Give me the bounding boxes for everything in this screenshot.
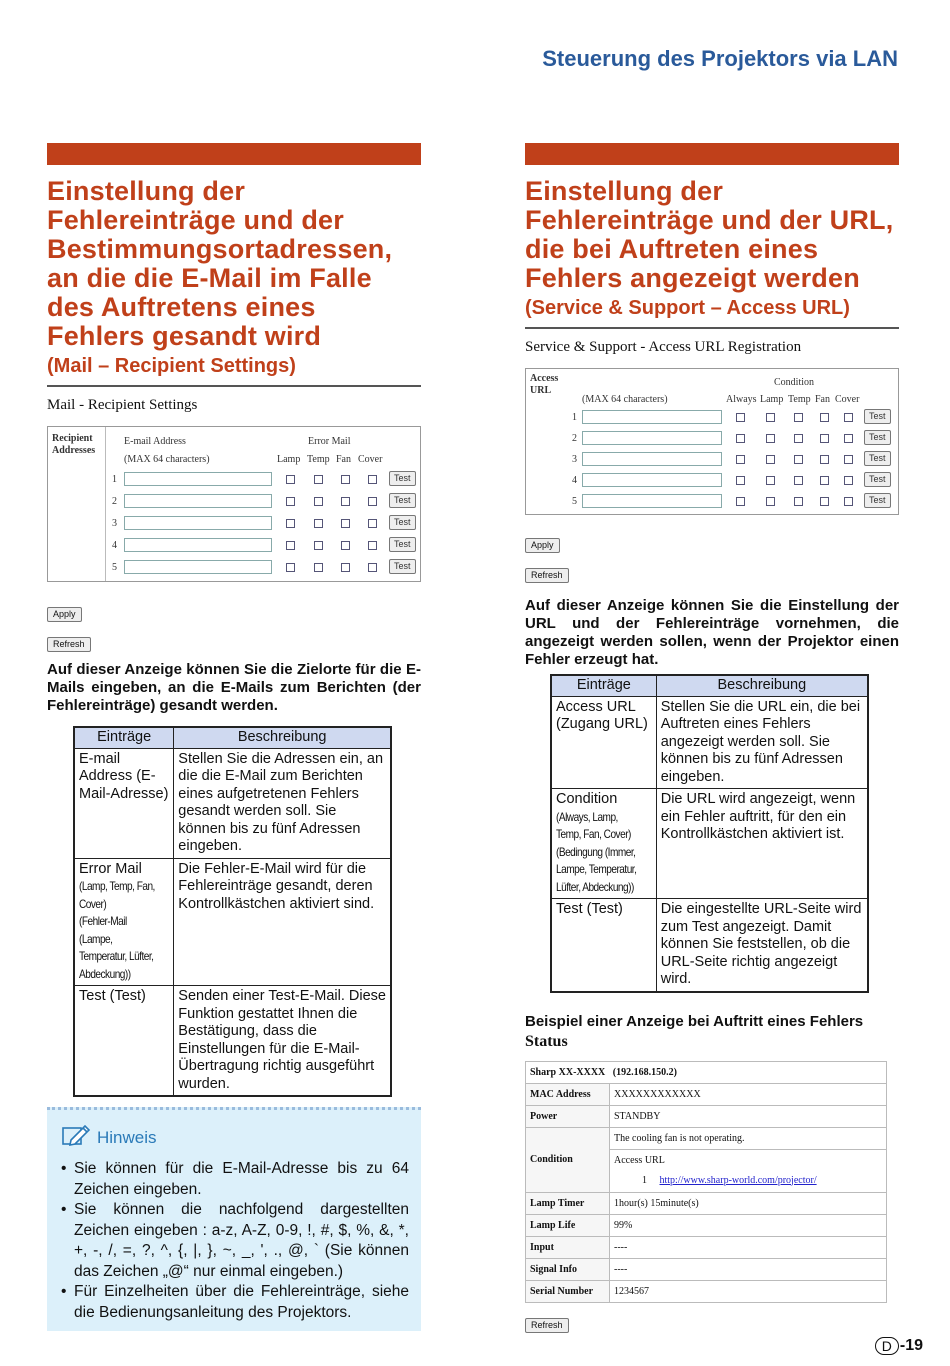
col-temp: Temp bbox=[307, 454, 330, 465]
test-button[interactable]: Test bbox=[389, 559, 416, 574]
refresh-button[interactable]: Refresh bbox=[525, 568, 569, 583]
example-heading: Beispiel einer Anzeige bei Auftritt eines Fehlers bbox=[525, 1012, 864, 1030]
col-condition-header: Condition bbox=[774, 377, 815, 388]
always-checkbox[interactable] bbox=[736, 497, 745, 506]
hint-item: • Sie können die nachfolgend dargestellten Zeichen eingeben : a-z, A-Z, 0-9, !, #, $, %, &, *, +, -, /, =, ?, ^, {, |, }, ~, _, ', ., @, ` (Sie können das Zeichen „@“ nur einmal eingeben.) bbox=[61, 1200, 409, 1282]
description-table bbox=[550, 674, 869, 993]
hint-item: • Sie können für die E-Mail-Adresse bis zu 64 Zeichen eingeben. bbox=[61, 1159, 409, 1200]
section-subtitle: (Service & Support – Access URL) bbox=[525, 297, 899, 329]
row-number: 1 bbox=[572, 412, 577, 423]
section-title bbox=[47, 177, 421, 351]
fan-checkbox[interactable] bbox=[341, 563, 350, 572]
cover-checkbox[interactable] bbox=[368, 563, 377, 572]
access-url-panel bbox=[525, 368, 899, 515]
email-address-input[interactable] bbox=[124, 472, 272, 486]
section-bar bbox=[47, 143, 421, 165]
entry-cell: Test (Test) bbox=[551, 899, 656, 992]
temp-checkbox[interactable] bbox=[314, 497, 323, 506]
intro-text: Auf dieser Anzeige können Sie die Zielorte für die E-Mails eingeben, an die E-Mails zum Berichten (der Fehlereinträge) gesandt werden. bbox=[47, 661, 421, 714]
cover-checkbox[interactable] bbox=[368, 497, 377, 506]
temp-checkbox[interactable] bbox=[794, 455, 803, 464]
description-cell: Stellen Sie die URL ein, die bei Auftreten eines Fehlers angezeigt werden soll. Sie können bis zu fünf Adressen eingeben. bbox=[656, 696, 868, 789]
refresh-button[interactable]: Refresh bbox=[47, 637, 91, 652]
row-number: 5 bbox=[572, 496, 577, 507]
table-row: Condition The cooling fan is not operating. Access URL 1 http://www.sharp-world.com/projector/ bbox=[526, 1127, 887, 1192]
hint-box bbox=[47, 1107, 421, 1331]
table-header-description: Beschreibung bbox=[656, 675, 868, 696]
entry-cell: Error Mail (Lamp, Temp, Fan, Cover) (Fehler-Mail (Lampe, Temperatur, Lüfter, Abdeckung)) bbox=[74, 858, 174, 986]
col-error-mail-header: Error Mail bbox=[308, 436, 351, 447]
lamp-checkbox[interactable] bbox=[286, 497, 295, 506]
fan-checkbox[interactable] bbox=[820, 455, 829, 464]
lamp-checkbox[interactable] bbox=[766, 413, 775, 422]
cover-checkbox[interactable] bbox=[844, 434, 853, 443]
table-row: Lamp Timer 1hour(s) 15minute(s) bbox=[526, 1192, 887, 1214]
row-number: 1 bbox=[112, 474, 117, 485]
description-cell: Die Fehler-E-Mail wird für die Fehlereinträge gesandt, deren Kontrollkästchen aktiviert sind. bbox=[174, 858, 391, 986]
col-email-header: E-mail Address bbox=[124, 436, 186, 447]
table-row bbox=[74, 748, 391, 858]
row-number: 2 bbox=[572, 433, 577, 444]
cover-checkbox[interactable] bbox=[844, 497, 853, 506]
access-url-input[interactable] bbox=[582, 410, 722, 424]
page-letter-badge: D bbox=[875, 1337, 899, 1355]
row-number: 4 bbox=[112, 540, 117, 551]
always-checkbox[interactable] bbox=[736, 434, 745, 443]
col-fan: Fan bbox=[336, 454, 351, 465]
col-lamp: Lamp bbox=[277, 454, 301, 465]
email-address-input[interactable] bbox=[124, 494, 272, 508]
row-number: 5 bbox=[112, 562, 117, 573]
table-header-description: Beschreibung bbox=[174, 727, 391, 748]
cover-checkbox[interactable] bbox=[368, 541, 377, 550]
test-button[interactable]: Test bbox=[389, 537, 416, 552]
hint-header bbox=[61, 1122, 409, 1153]
test-button[interactable]: Test bbox=[389, 515, 416, 530]
title-line: des Auftretens eines bbox=[47, 292, 316, 322]
table-row: Signal Info ---- bbox=[526, 1258, 887, 1280]
description-cell: Die URL wird angezeigt, wenn ein Fehler auftritt, für den ein Kontrollkästchen aktiviert ist. bbox=[656, 789, 868, 899]
screenshot-title: Service & Support - Access URL Registration bbox=[525, 339, 802, 355]
title-line: Fehlers gesandt wird bbox=[47, 321, 322, 351]
col-email-max: (MAX 64 characters) bbox=[124, 454, 210, 465]
recipient-settings-panel bbox=[47, 426, 421, 582]
status-table bbox=[525, 1061, 887, 1303]
intro-text: Auf dieser Anzeige können Sie die Einstellung der URL und der Fehlereinträge vornehmen, die angezeigt werden sollen, wenn der Projektor einen Fehler erzeugt hat. bbox=[525, 597, 899, 668]
section-subtitle: (Mail – Recipient Settings) bbox=[47, 355, 421, 387]
email-address-input[interactable] bbox=[124, 516, 272, 530]
title-line: Einstellung der bbox=[525, 176, 724, 206]
entry-cell: Test (Test) bbox=[74, 986, 174, 1097]
test-button[interactable]: Test bbox=[864, 472, 891, 487]
apply-button[interactable]: Apply bbox=[525, 538, 560, 553]
lamp-checkbox[interactable] bbox=[286, 475, 295, 484]
title-line: die bei Auftreten eines bbox=[525, 234, 819, 264]
table-row: Power STANDBY bbox=[526, 1105, 887, 1127]
lamp-checkbox[interactable] bbox=[766, 455, 775, 464]
lamp-checkbox[interactable] bbox=[286, 563, 295, 572]
email-address-input[interactable] bbox=[124, 560, 272, 574]
access-url-input[interactable] bbox=[582, 473, 722, 487]
col-temp: Temp bbox=[788, 394, 811, 405]
test-button[interactable]: Test bbox=[389, 493, 416, 508]
title-line: Bestimmungsortadressen, bbox=[47, 234, 393, 264]
col-cover: Cover bbox=[358, 454, 383, 465]
hint-item: • Für Einzelheiten über die Fehlereinträge, siehe die Bedienungsanleitung des Projektors. bbox=[61, 1282, 409, 1323]
always-checkbox[interactable] bbox=[736, 476, 745, 485]
test-button[interactable]: Test bbox=[864, 409, 891, 424]
panel-side-label: Access URL bbox=[530, 373, 559, 396]
access-url-input[interactable] bbox=[582, 452, 722, 466]
access-url-input[interactable] bbox=[582, 431, 722, 445]
apply-button[interactable]: Apply bbox=[47, 607, 82, 622]
lamp-checkbox[interactable] bbox=[286, 541, 295, 550]
row-number: 4 bbox=[572, 475, 577, 486]
page-number: D -19 bbox=[875, 1337, 923, 1355]
status-device: Sharp XX-XXXX (192.168.150.2) bbox=[526, 1061, 887, 1083]
row-number: 3 bbox=[572, 454, 577, 465]
lamp-checkbox[interactable] bbox=[766, 497, 775, 506]
fan-checkbox[interactable] bbox=[341, 541, 350, 550]
temp-checkbox[interactable] bbox=[794, 476, 803, 485]
temp-checkbox[interactable] bbox=[314, 475, 323, 484]
table-row bbox=[551, 789, 868, 899]
test-button[interactable]: Test bbox=[864, 451, 891, 466]
always-checkbox[interactable] bbox=[736, 455, 745, 464]
fan-checkbox[interactable] bbox=[820, 497, 829, 506]
entry-cell: E-mail Address (E-Mail-Adresse) bbox=[74, 748, 174, 858]
fan-checkbox[interactable] bbox=[341, 497, 350, 506]
title-line: Fehlers angezeigt werden bbox=[525, 263, 860, 293]
title-line: Fehlereinträge und der bbox=[47, 205, 344, 235]
table-row bbox=[551, 696, 868, 789]
access-url-input[interactable] bbox=[582, 494, 722, 508]
temp-checkbox[interactable] bbox=[794, 497, 803, 506]
cover-checkbox[interactable] bbox=[368, 519, 377, 528]
temp-checkbox[interactable] bbox=[314, 563, 323, 572]
temp-checkbox[interactable] bbox=[794, 413, 803, 422]
test-button[interactable]: Test bbox=[864, 493, 891, 508]
pencil-note-icon bbox=[61, 1122, 91, 1153]
table-row bbox=[74, 986, 391, 1097]
table-row bbox=[74, 858, 391, 986]
table-row: Input ---- bbox=[526, 1236, 887, 1258]
entry-cell: Condition (Always, Lamp, Temp, Fan, Cover) (Bedingung (Immer, Lampe, Temperatur, Lüfter, Abdeckung)) bbox=[551, 789, 656, 899]
status-refresh-button[interactable]: Refresh bbox=[525, 1318, 569, 1333]
fan-checkbox[interactable] bbox=[820, 434, 829, 443]
table-row: Lamp Life 99% bbox=[526, 1214, 887, 1236]
status-title: Status bbox=[525, 1032, 568, 1050]
lamp-checkbox[interactable] bbox=[766, 476, 775, 485]
screenshot-title: Mail - Recipient Settings bbox=[47, 397, 198, 413]
email-address-input[interactable] bbox=[124, 538, 272, 552]
table-row: Serial Number 1234567 bbox=[526, 1280, 887, 1302]
row-number: 3 bbox=[112, 518, 117, 529]
description-table bbox=[73, 726, 392, 1097]
always-checkbox[interactable] bbox=[736, 413, 745, 422]
section-title bbox=[525, 177, 899, 293]
cover-checkbox[interactable] bbox=[368, 475, 377, 484]
temp-checkbox[interactable] bbox=[794, 434, 803, 443]
table-header-entries: Einträge bbox=[74, 727, 174, 748]
title-line: Einstellung der bbox=[47, 176, 246, 206]
description-cell: Die eingestellte URL-Seite wird zum Test angezeigt. Damit können Sie feststellen, ob die URL-Seite richtig angezeigt wird. bbox=[656, 899, 868, 992]
col-max: (MAX 64 characters) bbox=[582, 394, 668, 405]
right-column bbox=[525, 143, 899, 1333]
lamp-checkbox[interactable] bbox=[286, 519, 295, 528]
lamp-checkbox[interactable] bbox=[766, 434, 775, 443]
fan-checkbox[interactable] bbox=[341, 519, 350, 528]
col-fan: Fan bbox=[815, 394, 830, 405]
fan-checkbox[interactable] bbox=[820, 413, 829, 422]
title-line: Fehlereinträge und der URL, bbox=[525, 205, 894, 235]
col-cover: Cover bbox=[835, 394, 860, 405]
fan-checkbox[interactable] bbox=[341, 475, 350, 484]
col-always: Always bbox=[726, 394, 757, 405]
test-button[interactable]: Test bbox=[389, 471, 416, 486]
table-row bbox=[526, 1061, 887, 1083]
test-button[interactable]: Test bbox=[864, 430, 891, 445]
col-lamp: Lamp bbox=[760, 394, 784, 405]
table-row: MAC Address XXXXXXXXXXXX bbox=[526, 1083, 887, 1105]
table-row bbox=[551, 899, 868, 992]
cover-checkbox[interactable] bbox=[844, 413, 853, 422]
description-cell: Senden einer Test-E-Mail. Diese Funktion gestattet Ihnen die Bestätigung, dass die Einstellungen für die E-Mail-Übertragung richtig ausgeführt wurden. bbox=[174, 986, 391, 1097]
left-column bbox=[47, 143, 421, 1331]
row-number: 2 bbox=[112, 496, 117, 507]
table-header-entries: Einträge bbox=[551, 675, 656, 696]
cover-checkbox[interactable] bbox=[844, 476, 853, 485]
fan-checkbox[interactable] bbox=[820, 476, 829, 485]
panel-side-label: Recipient Addresses bbox=[48, 427, 106, 581]
temp-checkbox[interactable] bbox=[314, 519, 323, 528]
cover-checkbox[interactable] bbox=[844, 455, 853, 464]
temp-checkbox[interactable] bbox=[314, 541, 323, 550]
access-url-link[interactable]: http://www.sharp-world.com/projector/ bbox=[659, 1174, 817, 1186]
hint-title: Hinweis bbox=[97, 1127, 157, 1147]
section-bar bbox=[525, 143, 899, 165]
title-line: an die die E-Mail im Falle bbox=[47, 263, 372, 293]
description-cell: Stellen Sie die Adressen ein, an die die E-Mail zum Berichten eines aufgetretenen Fehlers gesandt werden soll. Sie können bis zu fünf Adressen eingeben. bbox=[174, 748, 391, 858]
entry-cell: Access URL (Zugang URL) bbox=[551, 696, 656, 789]
page-header-title: Steuerung des Projektors via LAN bbox=[542, 46, 898, 71]
